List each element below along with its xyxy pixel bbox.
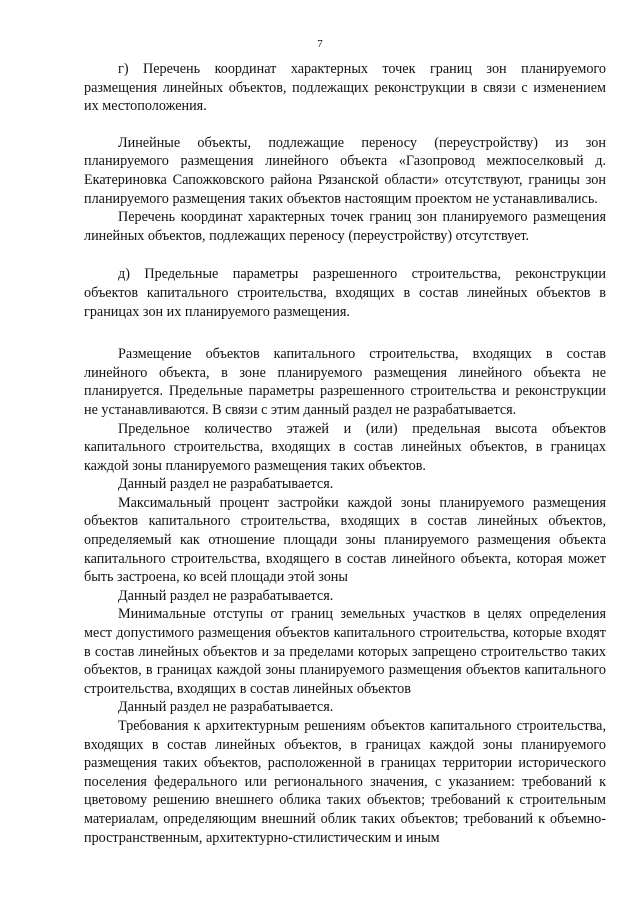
spacer	[84, 116, 606, 134]
paragraph-item-d: д) Предельные параметры разрешенного строительства, реконструкции объектов капитального строительства, входящих в состав линейных объектов в границах зон их планируемого размещения.	[84, 266, 606, 320]
paragraph-item-g: г) Перечень координат характерных точек границ зон планируемого размещения линейных объектов, подлежащих реконструкции в связи с изменением их местоположения.	[84, 61, 606, 115]
paragraph-not-developed: Данный раздел не разрабатывается.	[118, 476, 334, 493]
paragraph-coordinates-absent: Перечень координат характерных точек границ зон планируемого размещения линейных объектов, подлежащих переносу (переустройству) отсутствует.	[84, 209, 606, 244]
page-number: 7	[317, 38, 323, 50]
paragraph-setbacks: Минимальные отступы от границ земельных участков в целях определения мест допустимого размещения объектов капитального строительства, которые входят в состав линейных объектов и за пределами которых запрещено строительство таких объектов, в границах каждой зоны планируемого размещения объектов капитального строительства, входящих в состав линейных объектов	[84, 606, 606, 697]
spacer	[84, 245, 606, 265]
paragraph-linear-objects: Линейные объекты, подлежащие переносу (переустройству) из зон планируемого размещения линейного объекта «Газопровод межпоселковый д. Екатериновка Сапожковского района Рязанской области» отсутствуют, границы зон планируемого размещения таких объектов настоящим проектом не устанавливались.	[84, 134, 606, 207]
paragraph-build-percent: Максимальный процент застройки каждой зоны планируемого размещения объектов капитального строительства, входящих в состав линейных объектов, определяемый как отношение площади зоны планируемого размещения объекта капитального строительства, входящего в состав линейного объекта, которая может быть застроена, ко всей площади этой зоны	[84, 494, 606, 586]
paragraph-architecture: Требования к архитектурным решениям объектов капитального строительства, входящих в состав линейных объектов, в границах каждой зоны планируемого размещения таких объектов, расположенной в границах территории исторического поселения федерального или регионального значения, с указанием: требований к цветовому решению внешнего облика таких объектов; требований к строительным материалам, определяющим внешний облик таких объектов; требований к объемно-пространственным, архитектурно-стилистическим и иным	[84, 718, 606, 846]
document-body	[84, 60, 606, 847]
paragraph-not-developed: Данный раздел не разрабатывается.	[118, 587, 334, 604]
paragraph-not-developed: Данный раздел не разрабатывается.	[118, 699, 334, 716]
paragraph-placement: Размещение объектов капитального строительства, входящих в состав линейного объекта, в зоне планируемого размещения линейного объекта не планируется. Предельные параметры разрешенного строительства и реконструкции не устанавливаются. В связи с этим данный раздел не разрабатывается.	[84, 346, 606, 418]
paragraph-floors: Предельное количество этажей и (или) предельная высота объектов капитального строительства, входящих в состав линейных объектов, в границах каждой зоны планируемого размещения таких объектов.	[84, 420, 606, 474]
spacer	[84, 321, 606, 345]
